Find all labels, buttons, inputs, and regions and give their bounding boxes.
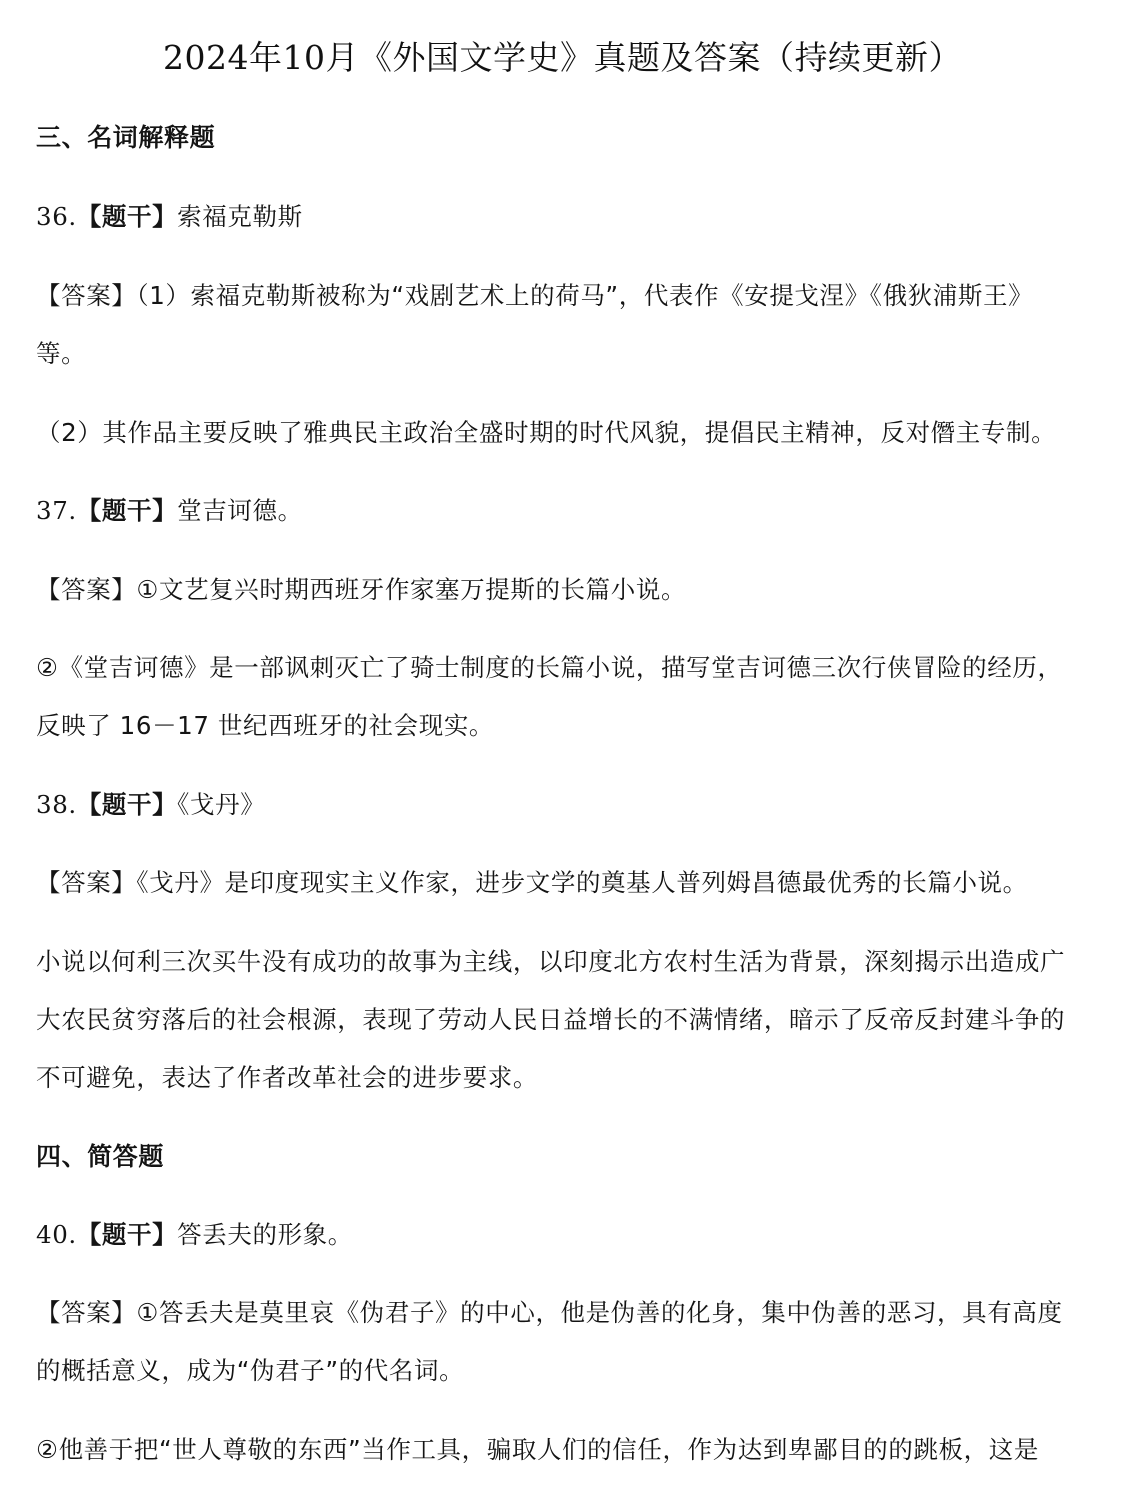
question-36-answer-line-1: 【答案】（1）索福克勒斯被称为“戏剧艺术上的荷马”，代表作《安提戈涅》《俄狄浦斯王》 <box>36 281 1034 310</box>
question-38-answer-line-4: 不可避免，表达了作者改革社会的进步要求。 <box>36 1063 538 1092</box>
stem-label: 【题干】 <box>76 202 178 231</box>
question-37-stem <box>36 496 303 526</box>
question-38-answer-line-2: 小说以何利三次买牛没有成功的故事为主线，以印度北方农村生活为背景，深刻揭示出造成广 <box>36 947 1066 976</box>
question-37-answer-line-3: 反映了 16－17 世纪西班牙的社会现实。 <box>36 711 495 740</box>
question-number: 40. <box>36 1220 77 1249</box>
stem-text: 答丢夫的形象。 <box>177 1220 353 1249</box>
stem-text: 堂吉诃德。 <box>177 496 303 525</box>
question-37-answer-line-2: ②《堂吉诃德》是一部讽刺灭亡了骑士制度的长篇小说，描写堂吉诃德三次行侠冒险的经历， <box>36 653 1063 682</box>
section-heading-short-answer: 四、简答题 <box>36 1142 165 1171</box>
stem-label: 【题干】 <box>76 1220 178 1249</box>
question-number: 38. <box>36 790 77 819</box>
question-40-answer-line-1: 【答案】①答丢夫是莫里哀《伪君子》的中心，他是伪善的化身，集中伪善的恶习，具有高度 <box>36 1298 1063 1327</box>
stem-text: 《戈丹》 <box>177 790 266 819</box>
question-36-answer-line-3: （2）其作品主要反映了雅典民主政治全盛时期的时代风貌，提倡民主精神，反对僭主专制。 <box>36 418 1057 447</box>
stem-label: 【题干】 <box>76 790 178 819</box>
section-heading-noun-explanation: 三、名词解释题 <box>36 123 216 152</box>
question-38-answer-line-3: 大农民贫穷落后的社会根源，表现了劳动人民日益增长的不满情绪，暗示了反帝反封建斗争的 <box>36 1005 1066 1034</box>
document-title: 2024年10月《外国文学史》真题及答案（持续更新） <box>163 38 962 77</box>
question-38-answer-line-1: 【答案】《戈丹》是印度现实主义作家，进步文学的奠基人普列姆昌德最优秀的长篇小说。 <box>36 868 1028 897</box>
question-40-answer-line-3: ②他善于把“世人尊敬的东西”当作工具，骗取人们的信任，作为达到卑鄙目的的跳板，这是 <box>36 1435 1039 1464</box>
stem-text: 索福克勒斯 <box>177 202 303 231</box>
question-37-answer-line-1: 【答案】①文艺复兴时期西班牙作家塞万提斯的长篇小说。 <box>36 575 687 604</box>
question-40-stem <box>36 1220 353 1250</box>
question-36-stem <box>36 202 303 232</box>
question-38-stem <box>36 790 265 820</box>
question-36-answer-line-2: 等。 <box>36 339 87 368</box>
stem-label: 【题干】 <box>76 496 178 525</box>
question-number: 36. <box>36 202 77 231</box>
question-40-answer-line-2: 的概括意义，成为“伪君子”的代名词。 <box>36 1356 465 1385</box>
question-number: 37. <box>36 496 77 525</box>
